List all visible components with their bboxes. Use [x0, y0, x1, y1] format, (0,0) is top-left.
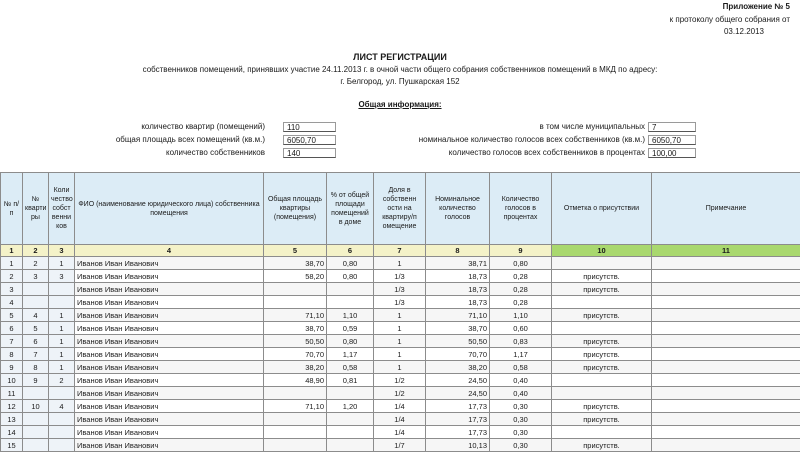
table-cell	[49, 413, 75, 426]
table-cell: 11	[1, 387, 23, 400]
table-cell: Иванов Иван Иванович	[75, 309, 264, 322]
table-cell: 1	[49, 257, 75, 270]
table-row	[1, 361, 800, 374]
table-cell: 1	[374, 322, 426, 335]
table-cell: 71,10	[264, 400, 327, 413]
column-number: 4	[75, 245, 264, 257]
table-cell: Иванов Иван Иванович	[75, 439, 264, 452]
table-cell: 0,80	[490, 257, 552, 270]
table-cell: присутств.	[552, 439, 652, 452]
info-right-value-1: 7	[648, 122, 696, 132]
table-cell	[23, 413, 49, 426]
info-right-label-2: номинальное количество голосов всех собственников (кв.м.)	[419, 135, 645, 145]
table-cell: 38,71	[426, 257, 490, 270]
table-cell	[652, 296, 800, 309]
table-cell: 6	[1, 322, 23, 335]
table-cell: 8	[1, 348, 23, 361]
table-cell	[264, 283, 327, 296]
table-cell: Иванов Иван Иванович	[75, 387, 264, 400]
table-cell	[652, 270, 800, 283]
table-cell: 24,50	[426, 387, 490, 400]
document-title: ЛИСТ РЕГИСТРАЦИИ	[0, 52, 800, 62]
table-cell: 71,10	[426, 309, 490, 322]
table-cell: 58,20	[264, 270, 327, 283]
table-cell: 1/3	[374, 296, 426, 309]
table-cell	[652, 257, 800, 270]
table-cell: присутств.	[552, 309, 652, 322]
table-cell: 18,73	[426, 270, 490, 283]
table-cell: 1,10	[327, 309, 374, 322]
column-header: № кварти ры	[23, 173, 49, 245]
table-cell: 4	[23, 309, 49, 322]
document-subtitle: собственников помещений, принявших участие 24.11.2013 г. в очной части общего собрания собственников помещений в МКД по адресу:	[0, 65, 800, 75]
table-cell	[23, 296, 49, 309]
info-left-value-1: 110	[283, 122, 336, 132]
table-cell: 3	[23, 270, 49, 283]
table-cell: 3	[49, 270, 75, 283]
table-cell: Иванов Иван Иванович	[75, 361, 264, 374]
appendix-date: 03.12.2013	[724, 27, 764, 37]
table-cell: 1/7	[374, 439, 426, 452]
table-row	[1, 374, 800, 387]
table-cell: 8	[23, 361, 49, 374]
table-cell	[652, 400, 800, 413]
table-row	[1, 387, 800, 400]
table-cell: 1	[49, 335, 75, 348]
table-cell	[49, 283, 75, 296]
column-number: 9	[490, 245, 552, 257]
table-cell: 1/2	[374, 374, 426, 387]
table-cell	[327, 283, 374, 296]
column-number: 2	[23, 245, 49, 257]
info-left-label-2: общая площадь всех помещений (кв.м.)	[116, 135, 265, 145]
table-cell	[652, 426, 800, 439]
table-cell: 9	[1, 361, 23, 374]
table-cell: 1	[1, 257, 23, 270]
table-cell: 48,90	[264, 374, 327, 387]
table-cell: 0,81	[327, 374, 374, 387]
table-cell: 18,73	[426, 283, 490, 296]
table-row	[1, 400, 800, 413]
table-cell: Иванов Иван Иванович	[75, 413, 264, 426]
table-row	[1, 413, 800, 426]
table-cell	[652, 309, 800, 322]
table-row	[1, 257, 800, 270]
table-row	[1, 283, 800, 296]
table-cell: 1/4	[374, 400, 426, 413]
table-cell: Иванов Иван Иванович	[75, 296, 264, 309]
table-cell: 2	[1, 270, 23, 283]
column-header: % от общей площади помещений в доме	[327, 173, 374, 245]
table-cell: 10,13	[426, 439, 490, 452]
table-cell	[652, 387, 800, 400]
table-cell	[552, 296, 652, 309]
table-cell: 10	[1, 374, 23, 387]
column-number: 7	[374, 245, 426, 257]
table-cell: 71,10	[264, 309, 327, 322]
table-cell: 70,70	[426, 348, 490, 361]
table-cell	[264, 413, 327, 426]
table-cell	[49, 426, 75, 439]
table-cell: 0,83	[490, 335, 552, 348]
table-cell	[23, 426, 49, 439]
table-cell	[264, 296, 327, 309]
table-cell: 0,80	[327, 257, 374, 270]
info-right-label-1: в том числе муниципальных	[539, 122, 645, 132]
table-cell: присутств.	[552, 361, 652, 374]
table-row	[1, 335, 800, 348]
table-cell: 13	[1, 413, 23, 426]
table-cell: 0,58	[490, 361, 552, 374]
table-cell	[652, 322, 800, 335]
info-right-value-3: 100,00	[648, 148, 696, 158]
table-cell: Иванов Иван Иванович	[75, 270, 264, 283]
table-cell: 2	[23, 257, 49, 270]
table-cell: присутств.	[552, 270, 652, 283]
table-cell	[652, 283, 800, 296]
column-header: Примечание	[652, 173, 800, 245]
table-cell: 18,73	[426, 296, 490, 309]
column-number: 1	[1, 245, 23, 257]
table-cell: 0,30	[490, 426, 552, 439]
table-cell	[652, 335, 800, 348]
table-row	[1, 348, 800, 361]
table-row	[1, 322, 800, 335]
table-cell: 17,73	[426, 426, 490, 439]
table-cell: 1,17	[490, 348, 552, 361]
column-header: Количество голосов в процентах	[490, 173, 552, 245]
table-cell	[327, 413, 374, 426]
info-left-value-3: 140	[283, 148, 336, 158]
table-cell: 2	[49, 374, 75, 387]
table-cell	[552, 322, 652, 335]
table-cell: 0,60	[490, 322, 552, 335]
table-cell	[652, 413, 800, 426]
table-cell: присутств.	[552, 413, 652, 426]
table-cell: 38,20	[426, 361, 490, 374]
appendix-protocol-ref: к протоколу общего собрания от	[670, 15, 790, 25]
table-cell	[552, 426, 652, 439]
table-cell	[327, 426, 374, 439]
general-info-heading: Общая информация:	[0, 100, 800, 110]
table-cell: 0,80	[327, 335, 374, 348]
table-cell: 38,20	[264, 361, 327, 374]
table-cell: 17,73	[426, 400, 490, 413]
table-cell: 5	[23, 322, 49, 335]
table-cell: 14	[1, 426, 23, 439]
table-cell: 0,28	[490, 270, 552, 283]
column-number: 10	[552, 245, 652, 257]
table-header-row	[1, 173, 800, 245]
column-header: ФИО (наименование юридического лица) собственника помещения	[75, 173, 264, 245]
column-header: Коли чество собст венни ков	[49, 173, 75, 245]
table-cell	[327, 296, 374, 309]
table-cell: 50,50	[426, 335, 490, 348]
table-cell: 0,30	[490, 400, 552, 413]
table-cell: 1	[49, 361, 75, 374]
column-number-row	[1, 245, 800, 257]
column-header: № п/п	[1, 173, 23, 245]
table-row	[1, 296, 800, 309]
table-cell: Иванов Иван Иванович	[75, 322, 264, 335]
table-cell: 1	[374, 348, 426, 361]
table-cell: 0,40	[490, 374, 552, 387]
table-cell	[264, 426, 327, 439]
table-cell: 0,28	[490, 283, 552, 296]
table-cell: 5	[1, 309, 23, 322]
table-cell: 50,50	[264, 335, 327, 348]
table-cell: 4	[49, 400, 75, 413]
table-cell	[652, 361, 800, 374]
table-cell: присутств.	[552, 283, 652, 296]
table-cell: Иванов Иван Иванович	[75, 374, 264, 387]
document-address: г. Белгород, ул. Пушкарская 152	[0, 77, 800, 87]
column-number: 11	[652, 245, 800, 257]
table-cell	[552, 257, 652, 270]
table-cell	[49, 296, 75, 309]
table-cell: 1,17	[327, 348, 374, 361]
table-cell: 1	[374, 257, 426, 270]
table-row	[1, 270, 800, 283]
table-cell: 6	[23, 335, 49, 348]
info-left-value-2: 6050,70	[283, 135, 336, 145]
table-cell: 0,59	[327, 322, 374, 335]
table-cell: 9	[23, 374, 49, 387]
table-cell: 0,80	[327, 270, 374, 283]
table-cell	[23, 283, 49, 296]
table-cell: Иванов Иван Иванович	[75, 400, 264, 413]
table-cell: 1	[374, 335, 426, 348]
info-left-label-3: количество собственников	[166, 148, 265, 158]
table-cell: 4	[1, 296, 23, 309]
table-cell	[327, 387, 374, 400]
table-cell: 0,30	[490, 439, 552, 452]
table-cell: Иванов Иван Иванович	[75, 348, 264, 361]
table-cell: 1	[374, 309, 426, 322]
table-cell: присутств.	[552, 348, 652, 361]
table-cell: 1	[374, 361, 426, 374]
table-cell: Иванов Иван Иванович	[75, 283, 264, 296]
table-cell: 38,70	[426, 322, 490, 335]
table-cell: 0,58	[327, 361, 374, 374]
table-cell: 38,70	[264, 257, 327, 270]
table-cell: 10	[23, 400, 49, 413]
table-cell: 24,50	[426, 374, 490, 387]
table-cell: 7	[1, 335, 23, 348]
table-cell	[552, 387, 652, 400]
column-header: Номинальное количество голосов	[426, 173, 490, 245]
info-right-label-3: количество голосов всех собственников в процентах	[449, 148, 645, 158]
table-cell: 1	[49, 309, 75, 322]
table-cell: 1,10	[490, 309, 552, 322]
appendix-number: Приложение № 5	[723, 2, 790, 12]
info-right-value-2: 6050,70	[648, 135, 696, 145]
table-cell: 1/2	[374, 387, 426, 400]
table-cell: 38,70	[264, 322, 327, 335]
column-number: 5	[264, 245, 327, 257]
table-cell: 1	[49, 348, 75, 361]
table-cell: присутств.	[552, 400, 652, 413]
table-cell	[264, 387, 327, 400]
column-number: 8	[426, 245, 490, 257]
table-cell: 15	[1, 439, 23, 452]
table-cell: Иванов Иван Иванович	[75, 257, 264, 270]
table-cell	[552, 374, 652, 387]
table-cell	[652, 374, 800, 387]
registration-table	[0, 172, 800, 452]
column-number: 3	[49, 245, 75, 257]
table-cell: Иванов Иван Иванович	[75, 426, 264, 439]
table-cell: 1/4	[374, 426, 426, 439]
column-header: Отметка о присутствии	[552, 173, 652, 245]
table-cell: 1/3	[374, 270, 426, 283]
table-cell: Иванов Иван Иванович	[75, 335, 264, 348]
column-header: Общая площадь квартиры (помещения)	[264, 173, 327, 245]
table-cell: 0,40	[490, 387, 552, 400]
column-number: 6	[327, 245, 374, 257]
table-cell: 12	[1, 400, 23, 413]
table-cell	[652, 348, 800, 361]
column-header: Доля в собственн ости на квартиру/п омещение	[374, 173, 426, 245]
table-cell: 0,28	[490, 296, 552, 309]
table-cell: 70,70	[264, 348, 327, 361]
table-cell: 1/3	[374, 283, 426, 296]
table-cell: присутств.	[552, 335, 652, 348]
table-cell: 1/4	[374, 413, 426, 426]
table-cell: 7	[23, 348, 49, 361]
table-row	[1, 309, 800, 322]
table-cell: 3	[1, 283, 23, 296]
table-cell	[23, 387, 49, 400]
table-cell: 1	[49, 322, 75, 335]
info-left-label-1: количество квартир (помещений)	[141, 122, 265, 132]
table-cell: 17,73	[426, 413, 490, 426]
table-row	[1, 426, 800, 439]
table-cell: 1,20	[327, 400, 374, 413]
table-cell: 0,30	[490, 413, 552, 426]
table-cell	[49, 387, 75, 400]
